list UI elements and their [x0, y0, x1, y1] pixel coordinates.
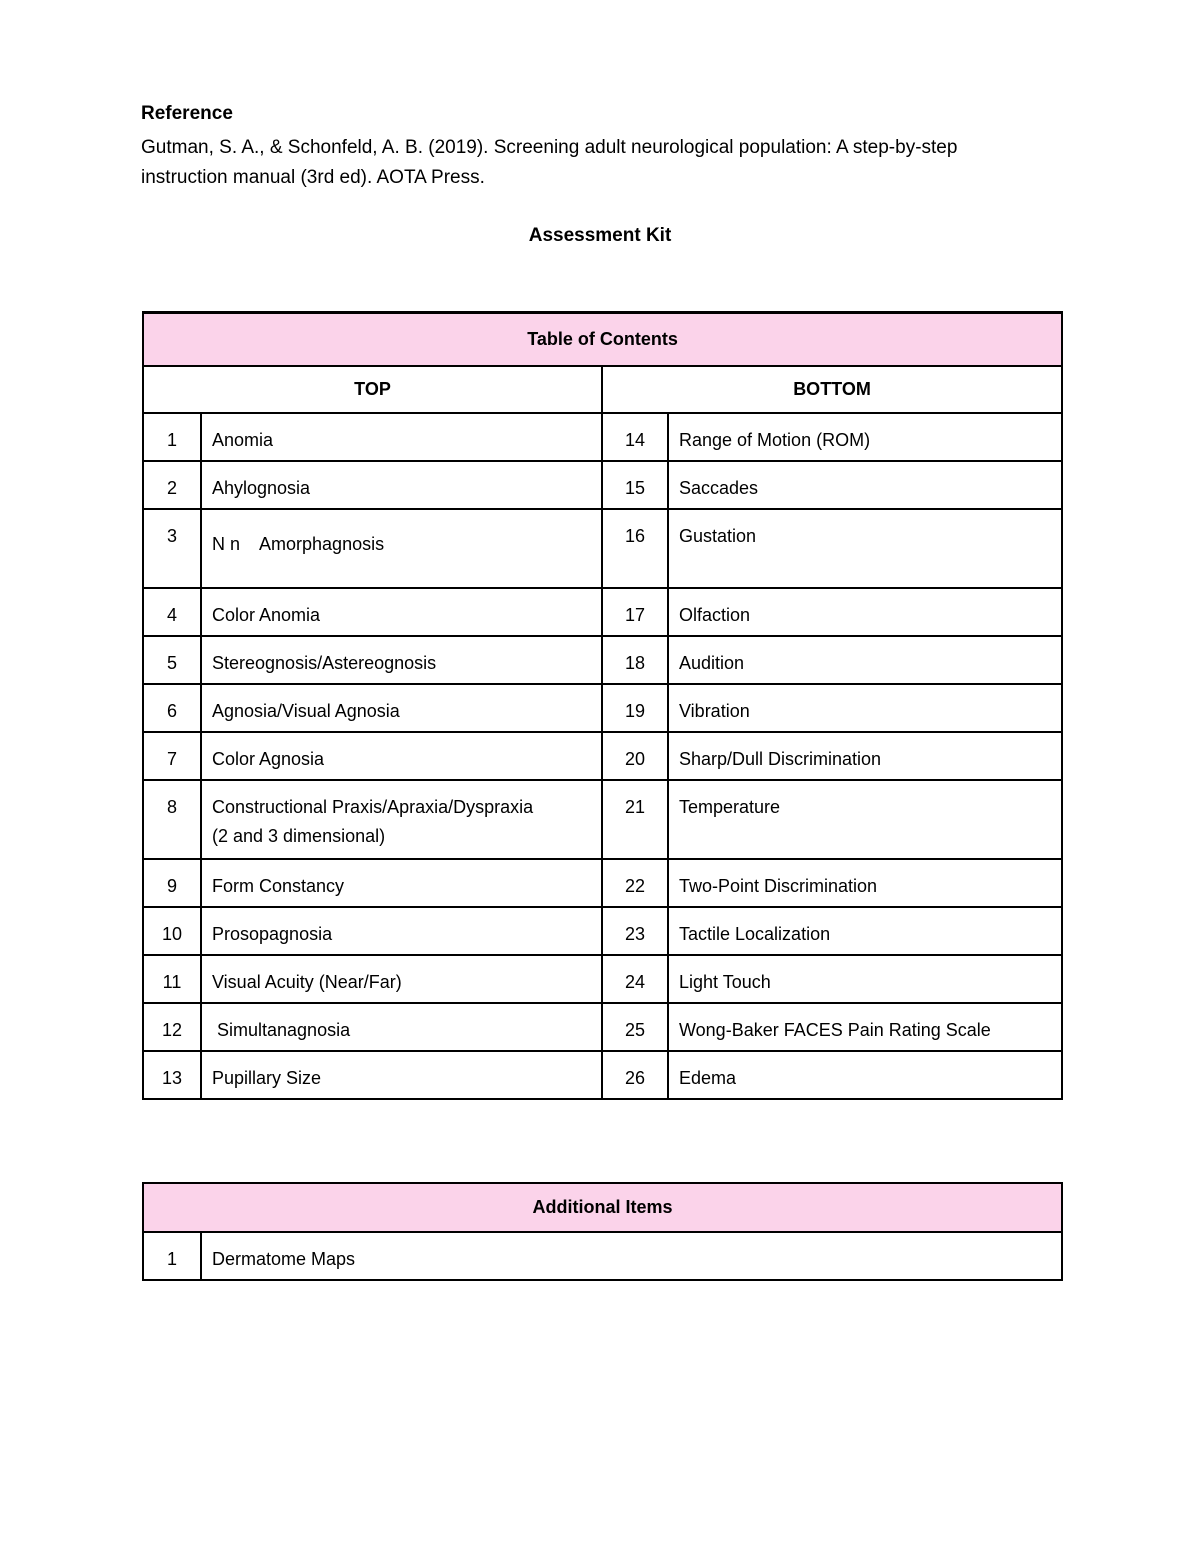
table-row — [143, 780, 1062, 859]
bottom-item-label: Wong-Baker FACES Pain Rating Scale — [668, 1003, 1062, 1051]
top-item-number: 13 — [143, 1051, 201, 1099]
bottom-item-label: Edema — [668, 1051, 1062, 1099]
top-item-label — [201, 907, 602, 955]
top-item-label — [201, 636, 602, 684]
bottom-item-number: 23 — [602, 907, 668, 955]
toc-column-bottom: BOTTOM — [602, 366, 1062, 413]
bottom-item-number: 22 — [602, 859, 668, 907]
top-item-label — [201, 684, 602, 732]
bottom-item-label: Range of Motion (ROM) — [668, 413, 1062, 461]
table-row — [143, 1003, 1062, 1051]
bottom-item-number: 16 — [602, 509, 668, 588]
table-row — [143, 461, 1062, 509]
top-item-label-line1: Color Anomia — [212, 604, 321, 625]
additional-items-body — [143, 1232, 1062, 1280]
top-item-label-line1: Simultanagnosia — [212, 1019, 351, 1040]
bottom-item-label: Gustation — [668, 509, 1062, 588]
top-item-label-line1: Form Constancy — [212, 875, 345, 896]
top-item-number: 5 — [143, 636, 201, 684]
top-item-number: 8 — [143, 780, 201, 859]
bottom-item-number: 20 — [602, 732, 668, 780]
top-item-label — [201, 780, 602, 859]
top-item-label-line1: Color Agnosia — [212, 748, 325, 769]
bottom-item-number: 19 — [602, 684, 668, 732]
reference-citation: Gutman, S. A., & Schonfeld, A. B. (2019). Screening adult neurological population: A step-by-step instruction manual (3rd ed). AOTA Press. — [141, 137, 958, 188]
top-item-number: 7 — [143, 732, 201, 780]
table-row — [143, 955, 1062, 1003]
bottom-item-label: Sharp/Dull Discrimination — [668, 732, 1062, 780]
table-row — [143, 413, 1062, 461]
top-item-label-line1: Pupillary Size — [212, 1067, 322, 1088]
bottom-item-label: Temperature — [668, 780, 1062, 859]
table-row — [143, 732, 1062, 780]
reference-heading: Reference — [141, 103, 233, 124]
top-item-label — [201, 859, 602, 907]
top-item-number: 11 — [143, 955, 201, 1003]
table-row — [143, 907, 1062, 955]
bottom-item-number: 17 — [602, 588, 668, 636]
top-item-number: 3 — [143, 509, 201, 588]
table-row — [143, 1051, 1062, 1099]
top-item-label-line1: Anomia — [212, 429, 274, 450]
bottom-item-label: Light Touch — [668, 955, 1062, 1003]
bottom-item-number: 21 — [602, 780, 668, 859]
top-item-label-line1: Ahylognosia — [212, 477, 311, 498]
top-item-number: 6 — [143, 684, 201, 732]
bottom-item-label: Olfaction — [668, 588, 1062, 636]
assessment-kit-title: Assessment Kit — [528, 225, 672, 246]
bottom-item-label: Two-Point Discrimination — [668, 859, 1062, 907]
additional-item-number: 1 — [143, 1232, 201, 1280]
top-item-number: 4 — [143, 588, 201, 636]
top-item-label-line1: Constructional Praxis/Apraxia/Dyspraxia — [212, 796, 534, 817]
top-item-label-line1: Agnosia/Visual Agnosia — [212, 700, 400, 721]
bottom-item-number: 24 — [602, 955, 668, 1003]
top-item-number: 9 — [143, 859, 201, 907]
top-item-label — [201, 955, 602, 1003]
top-item-label-line1: Visual Acuity (Near/Far) — [212, 971, 402, 992]
top-item-label — [201, 413, 602, 461]
table-row — [143, 684, 1062, 732]
toc-title: Table of Contents — [143, 313, 1062, 366]
bottom-item-number: 14 — [602, 413, 668, 461]
additional-items-title: Additional Items — [143, 1183, 1062, 1232]
toc-column-top: TOP — [143, 366, 602, 413]
additional-items-table — [142, 1182, 1063, 1281]
bottom-item-number: 18 — [602, 636, 668, 684]
table-row — [143, 509, 1062, 588]
top-item-label — [201, 461, 602, 509]
toc-body — [143, 413, 1062, 1099]
top-item-label — [201, 588, 602, 636]
bottom-item-label: Saccades — [668, 461, 1062, 509]
bottom-item-number: 15 — [602, 461, 668, 509]
top-item-label-line2: N n Amorphagnosis — [212, 533, 385, 554]
bottom-item-label: Audition — [668, 636, 1062, 684]
top-item-number: 10 — [143, 907, 201, 955]
top-item-label-line2: (2 and 3 dimensional) — [212, 825, 386, 846]
top-item-label-line1: Prosopagnosia — [212, 923, 333, 944]
table-row — [143, 1232, 1062, 1280]
top-item-label — [201, 509, 602, 588]
bottom-item-number: 26 — [602, 1051, 668, 1099]
top-item-label — [201, 732, 602, 780]
bottom-item-label: Vibration — [668, 684, 1062, 732]
table-row — [143, 588, 1062, 636]
top-item-label-line1: Stereognosis/Astereognosis — [212, 652, 437, 673]
top-item-number: 2 — [143, 461, 201, 509]
top-item-number: 1 — [143, 413, 201, 461]
bottom-item-label: Tactile Localization — [668, 907, 1062, 955]
table-row — [143, 859, 1062, 907]
top-item-number: 12 — [143, 1003, 201, 1051]
top-item-label — [201, 1051, 602, 1099]
bottom-item-number: 25 — [602, 1003, 668, 1051]
table-row — [143, 636, 1062, 684]
table-of-contents — [142, 311, 1063, 1100]
additional-item-label: Dermatome Maps — [201, 1232, 1062, 1280]
top-item-label — [201, 1003, 602, 1051]
